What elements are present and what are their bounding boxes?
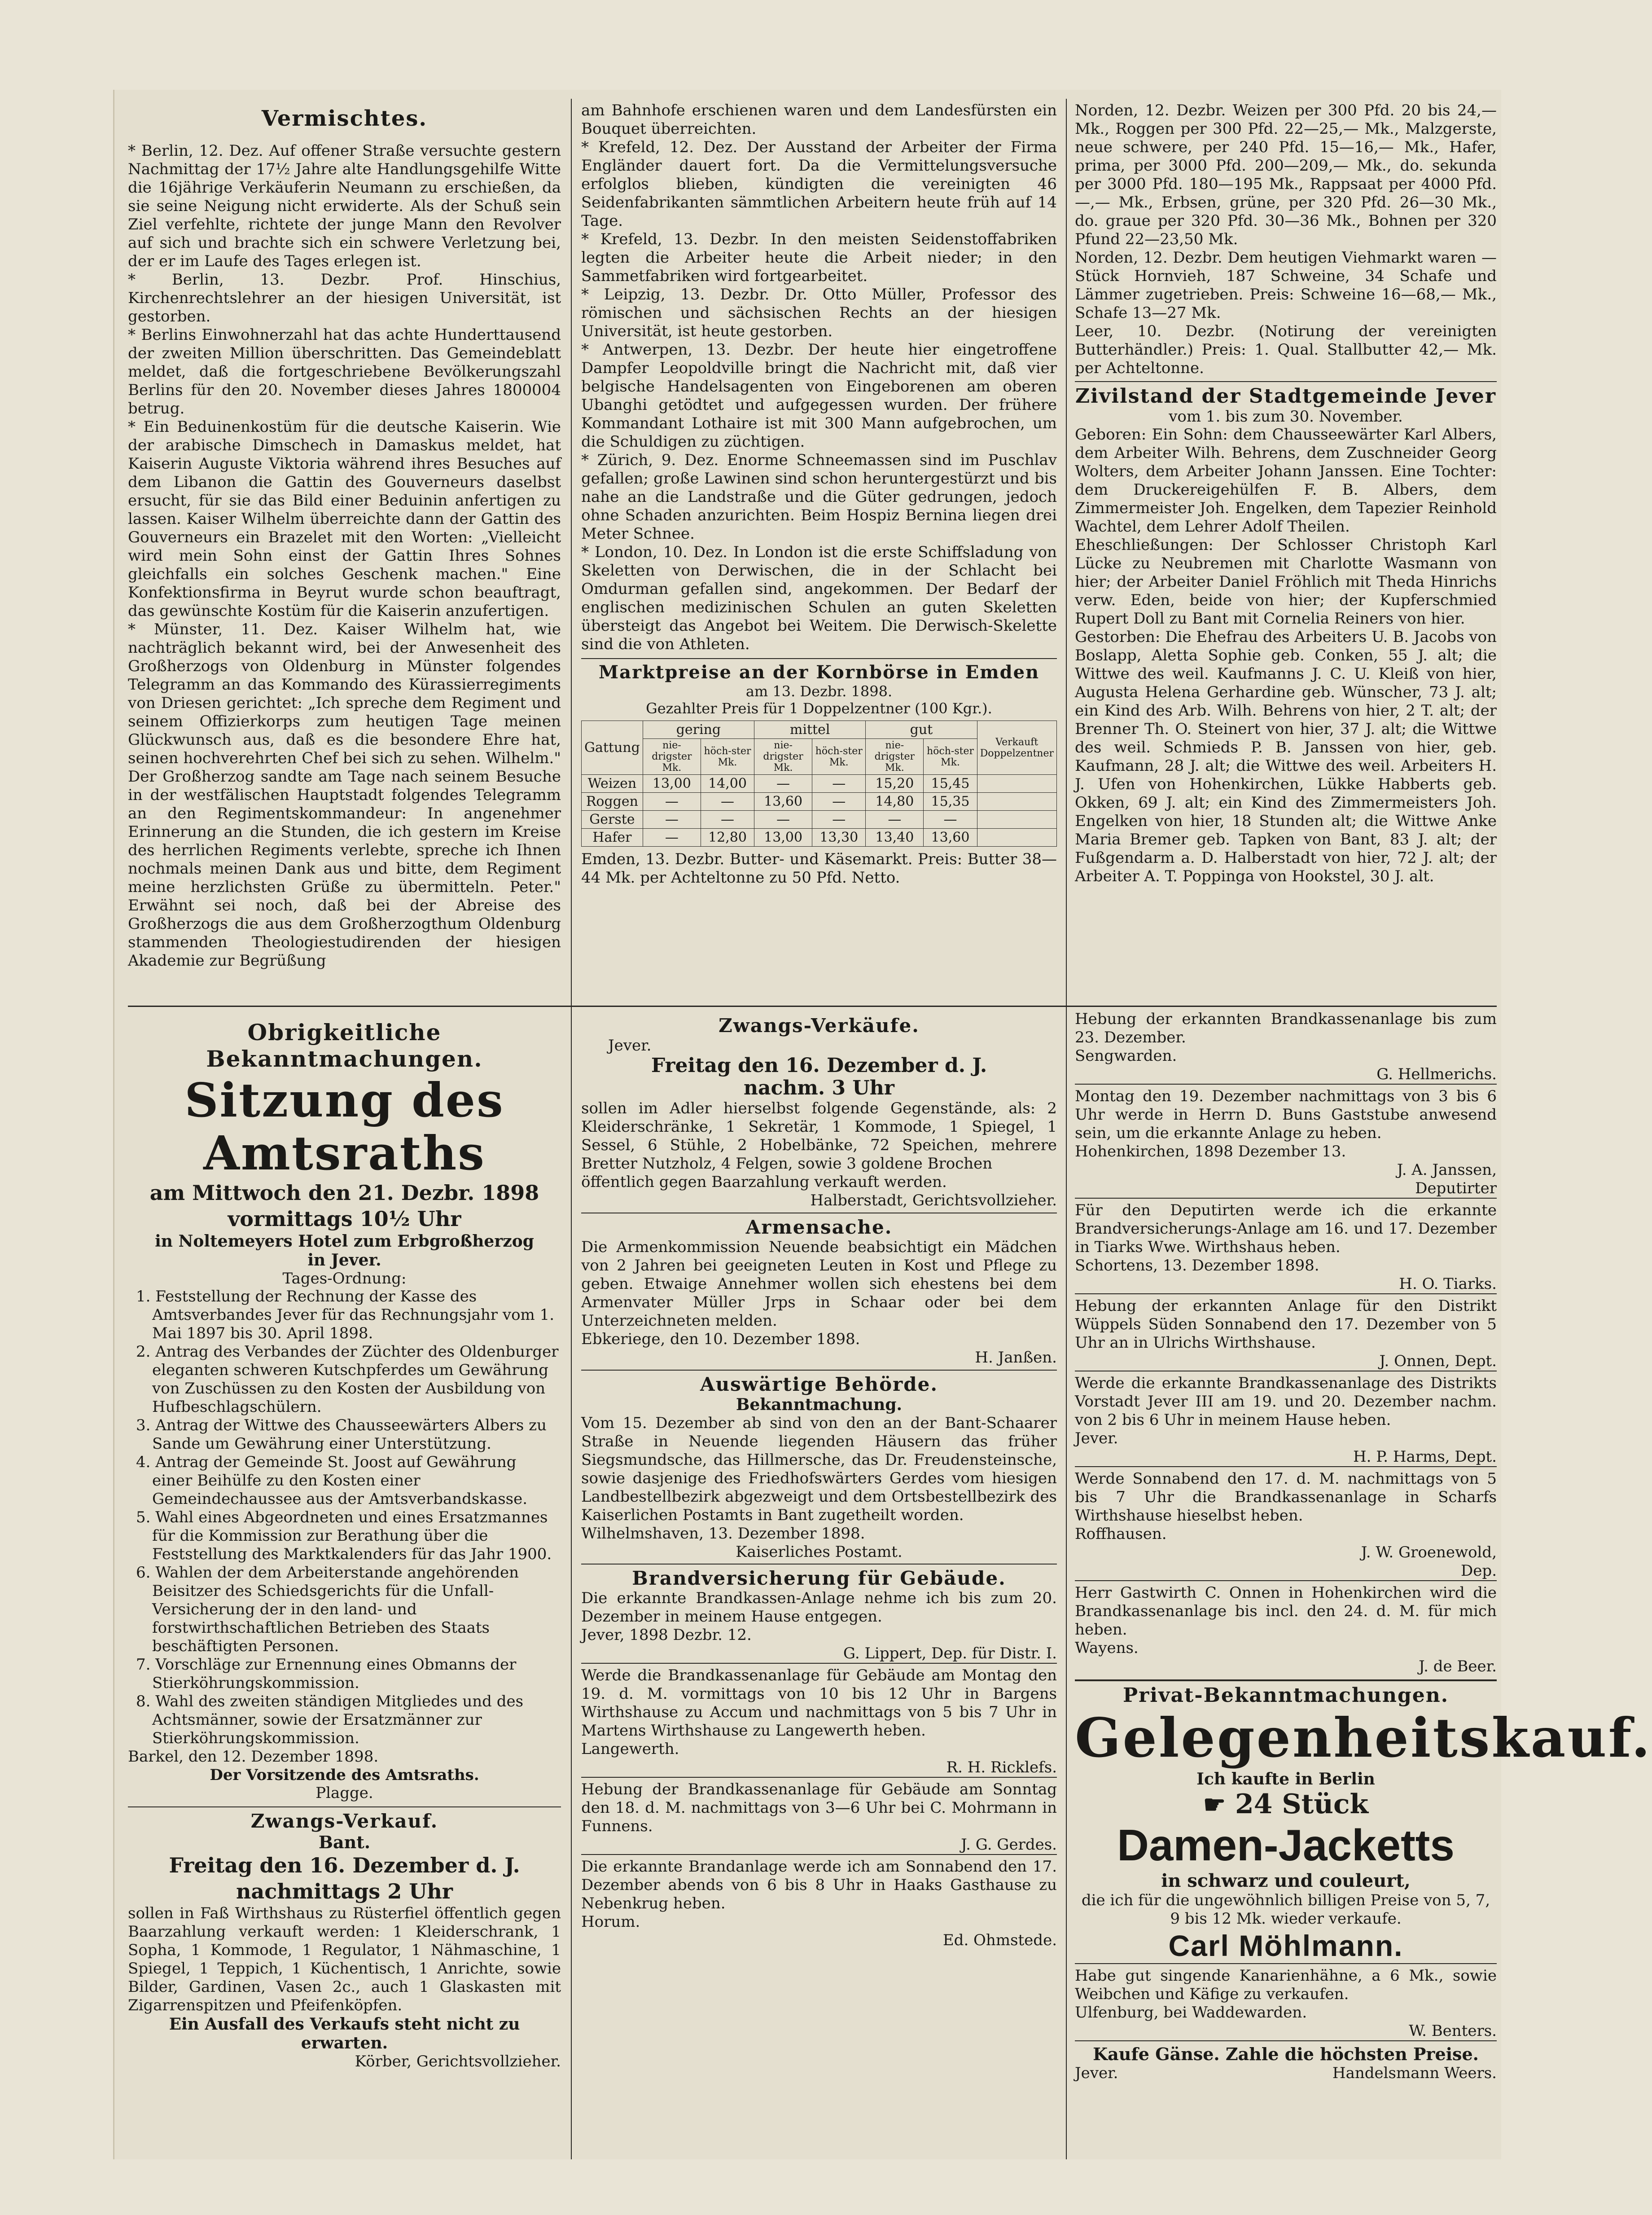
- zivilstand-subtitle: vom 1. bis zum 30. November.: [1169, 408, 1403, 426]
- news-bahnhof: am Bahnhofe erschienen waren und dem Landesfürsten ein Bouquet überreichten.: [581, 101, 1057, 138]
- official-notices-heading: Obrigkeitliche Bekanntmachungen.: [206, 1019, 483, 1072]
- news-berlin-2: * Berlin, 13. Dezbr. Prof. Hinschius, Kirchenrechtslehrer an der hiesigen Universität, ist gestorben.: [128, 271, 561, 325]
- news-norden-cattle: Norden, 12. Dezbr. Dem heutigen Viehmarkt waren — Stück Hornvieh, 187 Schweine, 34 Schafe und Lämmer zugetrieben. Preis: Schweine 16—68,— Mk., Schafe 13—27 Mk.: [1075, 249, 1497, 322]
- kanarien-place: Ulfenburg, bei Waddewarden.: [1075, 2004, 1307, 2022]
- brand-notice-1-date: Jever, 1898 Dezbr. 12.: [581, 1626, 752, 1644]
- table-cell: 15,45: [924, 775, 977, 793]
- table-cell: 12,80: [701, 829, 754, 847]
- middle-ads: [581, 1015, 1057, 1950]
- brand-notice-1-signature: G. Lippert, Dep. für Distr. I.: [843, 1644, 1057, 1662]
- table-cell: 14,80: [866, 793, 924, 811]
- pointing-hand-icon: ☛: [1203, 1790, 1226, 1819]
- ad-notice-6-title: Dep.: [1461, 1562, 1497, 1580]
- market-subtitle: Gezahlter Preis für 1 Doppelzentner (100 Kgr.).: [646, 700, 992, 717]
- gaense-ad: Kaufe Gänse. Zahle die höchsten Preise.: [1093, 2044, 1479, 2064]
- gaense-footer: [1075, 2064, 1497, 2082]
- sitzung-city: in Jever.: [307, 1251, 381, 1270]
- agenda-item: 8. Wahl des zweiten ständigen Mitgliedes und des Achtsmänner, sowie der Ersatzmänner zur Stierköhrungskommission.: [136, 1692, 524, 1747]
- zivilstand-heading: Zivilstand der Stadtgemeinde Jever: [1075, 385, 1497, 408]
- table-cell: Roggen: [582, 793, 643, 811]
- ad-notice-1: Hebung der erkannten Brandkassenanlage bis zum 23. Dezember.: [1075, 1010, 1497, 1046]
- ad-notice-4-signature: J. Onnen, Dept.: [1379, 1352, 1497, 1370]
- emden-butter: Emden, 13. Dezbr. Butter- und Käsemarkt. Preis: Butter 38—44 Mk. per Achteltonne zu 50 Pfd. Netto.: [581, 850, 1057, 887]
- schwarz-couleurt: in schwarz und couleurt,: [1161, 1870, 1411, 1891]
- brandversicherung: [581, 1564, 1057, 1950]
- table-cell: Hafer: [582, 829, 643, 847]
- zwangsverkauf-text-2: öffentlich gegen Baarzahlung verkauft werden.: [581, 1173, 947, 1191]
- table-header: mittel: [754, 721, 866, 739]
- news-zuerich: * Zürich, 9. Dez. Enorme Schneemassen sind im Puschlav gefallen; große Lawinen sind schon heruntergestürzt und bis nahe an die Landstraße und die Güter gedrungen, jedoch ohne Schaden anzurichten. Beim Hospiz Bernina liegen drei Meter Schnee.: [581, 451, 1057, 543]
- armensache-date: Ebkeriege, den 10. Dezember 1898.: [581, 1330, 860, 1348]
- column-right: [1075, 90, 1652, 2082]
- stueck-count: [1075, 1789, 1497, 1820]
- table-cell: —: [643, 829, 701, 847]
- zwangsverkaeufe-heading: Zwangs-Verkäufe.: [719, 1015, 920, 1037]
- ad-notice-3: Für den Deputirten werde ich die erkannte Brandversicherungs-Anlage am 16. und 17. Dezember in Tiarks Wwe. Wirthshaus heben.: [1075, 1201, 1497, 1256]
- column-middle: [581, 90, 1057, 1949]
- table-cell: —: [701, 793, 754, 811]
- table-cell: [977, 793, 1056, 811]
- zivilstand: [1075, 381, 1497, 886]
- kaufte-berlin: Ich kaufte in Berlin: [1196, 1770, 1375, 1789]
- official-notices: [128, 1015, 561, 2071]
- table-header: nie-drigster Mk.: [754, 739, 812, 775]
- ad-notice-5-place: Jever.: [1075, 1429, 1118, 1447]
- table-header: Verkauft Doppelzentner: [977, 721, 1056, 775]
- news-krefeld-2: * Krefeld, 13. Dezbr. In den meisten Seidenstoffabriken legten die Arbeiter heute die Arbeit nieder; in den Sammetfabriken wird fortgearbeitet.: [581, 230, 1057, 285]
- agenda-item: 4. Antrag der Gemeinde St. Joost auf Gewährung einer Beihülfe zu den Kosten einer Gemeindechaussee aus der Amtsverbandskasse.: [136, 1453, 528, 1508]
- news-leipzig: * Leipzig, 13. Dezbr. Dr. Otto Müller, Professor des römischen und sächsischen Rechts an der hiesigen Universität, ist heute gestorben.: [581, 286, 1057, 340]
- bant-label: Bant.: [318, 1832, 371, 1852]
- auswaertige-date: Wilhelmshaven, 13. Dezember 1898.: [581, 1525, 865, 1543]
- table-row: [582, 829, 1057, 847]
- agenda-list: [128, 1288, 561, 1748]
- private-notices: [1075, 1679, 1652, 2082]
- news-berlin-1: * Berlin, 12. Dez. Auf offener Straße versuchte gestern Nachmittag der 17½ Jahre alte Handlungsgehilfe Witte die 16jährige Verkäuferin Neumann zu erschießen, da sie seine Neigung nicht erwiderte. Als der Schuß sein Ziel verfehlte, richtete der junge Mann den Revolver auf sich und brachte sich ein schwere Verletzung bei, der er im Laufe des Tages erlegen ist.: [128, 142, 561, 270]
- section-divider: [128, 1006, 1497, 1007]
- jever-label: Jever.: [608, 1037, 652, 1055]
- ad-notice-3-date: Schortens, 13. Dezember 1898.: [1075, 1257, 1319, 1275]
- zwangsverkauf-bant: [128, 1806, 561, 2071]
- postamt-signature: Kaiserliches Postamt.: [736, 1543, 903, 1561]
- ad-notice-1-signature: G. Hellmerichs.: [1376, 1065, 1497, 1083]
- ad-notice-6-place: Roffhausen.: [1075, 1525, 1167, 1543]
- sitzung-time: vormittags 10½ Uhr: [228, 1207, 461, 1231]
- ad-notice-6-signature: J. W. Groenewold,: [1361, 1543, 1497, 1561]
- armensache-signature: H. Janßen.: [975, 1349, 1057, 1367]
- table-cell: 13,00: [643, 775, 701, 793]
- table-cell: —: [754, 775, 812, 793]
- brand-notice-2: Werde die Brandkassenanlage für Gebäude am Montag den 19. d. M. vormittags von 10 bis 12 Uhr in Bargens Wirthshause zu Accum und nachmittags von 5 bis 7 Uhr in Martens Wirthshause zu Langewerth heben.: [581, 1666, 1057, 1740]
- zivilstand-marriages: Eheschließungen: Der Schlosser Christoph Karl Lücke zu Neubremen mit Charlotte Wasmann von hier; der Arbeiter Daniel Fröhlich mit Theda Hinrichs verw. Eden, beide von hier; der Kupferschmied Rupert Doll zu Bant mit Cornelia Reiners von hier.: [1075, 536, 1497, 628]
- news-antwerpen: * Antwerpen, 13. Dezbr. Der heute hier eingetroffene Dampfer Leopoldville bringt die Nachricht mit, daß vier belgische Handelsagenten von Eingeborenen am oberen Ubanghi getödtet und aufgegessen wurden. Der frühere Kommandant Lothaire ist mit 300 Mann aufgebrochen, um die Schuldigen zu züchtigen.: [581, 341, 1057, 451]
- price-text: die ich für die ungewöhnlich billigen Preise von 5, 7, 9 bis 12 Mk. wieder verkaufe.: [1081, 1891, 1490, 1928]
- table-cell: Weizen: [582, 775, 643, 793]
- news-leer-butter: Leer, 10. Dezbr. (Notirung der vereinigten Butterhändler.) Preis: 1. Qual. Stallbutter 42,— Mk. per Achteltonne.: [1075, 322, 1497, 377]
- ad-notice-7: Herr Gastwirth C. Onnen in Hohenkirchen wird die Brandkassenanlage bis incl. den 24. d. M. für mich heben.: [1075, 1584, 1497, 1639]
- agenda-item: 1. Feststellung der Rechnung der Kasse des Amtsverbandes Jever für das Rechnungsjahr vom 1. Mai 1897 bis 30. April 1898.: [136, 1288, 555, 1342]
- brand-notice-4-signature: Ed. Ohmstede.: [942, 1931, 1057, 1949]
- table-cell: —: [643, 793, 701, 811]
- nachm-label: nachm. 3 Uhr: [744, 1077, 894, 1099]
- table-header: höch-ster Mk.: [812, 739, 866, 775]
- table-cell: 14,00: [701, 775, 754, 793]
- kanarien-signature: W. Benters.: [1409, 2022, 1497, 2040]
- freitag-label: Freitag den 16. Dezember d. J.: [651, 1054, 987, 1077]
- gaense-signature: Handelsmann Weers.: [1332, 2064, 1497, 2082]
- gelegenheitskauf-heading: Gelegenheitskauf.: [1075, 1706, 1652, 1770]
- bekanntmachung-label: Bekanntmachung.: [736, 1395, 903, 1414]
- table-cell: —: [924, 811, 977, 829]
- freitag-label: Freitag den 16. Dezember d. J.: [169, 1853, 520, 1877]
- news-beduinenkostuem: * Ein Beduinenkostüm für die deutsche Kaiserin. Wie der arabische Dimschech in Damaskus meldet, hat Kaiserin Auguste Viktoria während ihres Besuches auf dem Libanon die Gattin des Gouverneurs daselbst ersucht, für sie das Bild einer Beduinin anfertigen zu lassen. Kaiser Wilhelm überreichte dann der Gattin des Gouverneurs ein Brazelet mit den Worten: „Vielleicht wird mein Sohn einst der Gattin Ihres Sohnes gleichfalls ein solches Geschenk machen." Eine Konfektionsfirma in Beyrut wurde schon beauftragt, das gewünschte Kostüm für die Kaiserin anzufertigen.: [128, 418, 561, 620]
- stueck-label: 24 Stück: [1235, 1789, 1369, 1820]
- kanarien-ad: Habe gut singende Kanarienhähne, a 6 Mk., sowie Weibchen und Käfige zu verkaufen.: [1075, 1967, 1497, 2003]
- market-prices: [581, 658, 1057, 887]
- table-cell: [977, 775, 1056, 793]
- table-cell: —: [812, 811, 866, 829]
- market-title: Marktpreise an der Kornbörse in Emden: [598, 662, 1040, 683]
- tagesordnung-label: Tages-Ordnung:: [282, 1270, 407, 1288]
- table-cell: 15,35: [924, 793, 977, 811]
- armensache: [581, 1213, 1057, 1367]
- table-header: höch-ster Mk.: [924, 739, 977, 775]
- table-header: Gattung: [582, 721, 643, 775]
- private-notices-heading: Privat-Bekanntmachungen.: [1122, 1684, 1449, 1707]
- table-cell: —: [701, 811, 754, 829]
- vermischtes-heading: Vermischtes.: [261, 106, 428, 131]
- table-cell: —: [754, 811, 812, 829]
- table-cell: [977, 829, 1056, 847]
- table-cell: 13,60: [924, 829, 977, 847]
- table-cell: —: [643, 811, 701, 829]
- ausfall-note: Ein Ausfall des Verkaufs steht nicht zu erwarten.: [169, 2015, 520, 2052]
- table-cell: —: [812, 793, 866, 811]
- halberstadt-signature: Halberstadt, Gerichtsvollzieher.: [810, 1191, 1057, 1209]
- ad-notice-4: Hebung der erkannten Anlage für den Distrikt Wüppels Süden Sonnabend den 17. Dezember von 5 Uhr an in Ulrichs Wirthshause.: [1075, 1297, 1497, 1352]
- agenda-item: 6. Wahlen der dem Arbeiterstande angehörenden Beisitzer des Schiedsgerichts für die Unfall-Versicherung der in den land- und forstwirthschaftlichen Betrieben des Staats beschäftigten Personen.: [136, 1564, 519, 1655]
- zwangsverkauf-text: sollen in Faß Wirthshaus zu Rüsterfiel öffentlich gegen Baarzahlung verkauft werden: 1 Kleiderschrank, 1 Sopha, 1 Kommode, 1 Regulator, 1 Nähmaschine, 1 Spiegel, 1 Teppich, 1 Küchentisch, 1 Anrichte, sowie Bilder, Gardinen, Vasen 2c., auch 1 Glaskasten mit Zigarrenspitzen und Pfeifenköpfen.: [128, 1904, 561, 2014]
- table-header: nie-drigster Mk.: [866, 739, 924, 775]
- right-ads: [1075, 1010, 1652, 2082]
- plagge-signature: Plagge.: [316, 1784, 373, 1802]
- carl-moehlmann: Carl Möhlmann.: [1168, 1929, 1403, 1962]
- market-table: [581, 721, 1057, 847]
- damen-jacketts: Damen-Jacketts: [1117, 1820, 1455, 1870]
- agenda-item: 2. Antrag des Verbandes der Züchter des Oldenburger eleganten schweren Kutschpferdes um Gewährung von Zuschüssen zu den Kosten der Ausbildung von Hufbeschlagschülern.: [136, 1343, 559, 1416]
- brand-notice-1: Die erkannte Brandkassen-Anlage nehme ich bis zum 20. Dezember in meinem Hause entgegen.: [581, 1589, 1057, 1626]
- table-cell: 13,40: [866, 829, 924, 847]
- auswaertige-text: Vom 15. Dezember ab sind von den an der Bant-Schaarer Straße in Neuende liegenden Häusern das früher Siegsmundsche, das Hillmersche, das Dr. Freudensteinsche, sowie dasjenige des Friedhofswärters Gerdes vom hiesigen Landbestellbezirk abgezweigt und dem Ortsbestellbezirk des Kaiserlichen Postamts in Bant zugetheilt worden.: [581, 1414, 1057, 1524]
- news-muenster: * Münster, 11. Dez. Kaiser Wilhelm hat, wie nachträglich bekannt wird, bei der Anwesenheit des Großherzogs von Oldenburg in Münster folgendes Telegramm an das Kommando des Kürassierregiments von Driesen gerichtet: „Ich spreche dem Regiment und seinem Offizierkorps zum heutigen Tage meinen Glückwunsch aus, daß es die besondere Ehre hat, seinen hochverehrten Chef bei sich zu sehen. Wilhelm." Der Großherzog sandte am Tage nach seinem Besuche in der westfälischen Hauptstadt folgendes Telegramm an den Regimentskommandeur: In angenehmer Erinnerung an die Stunden, die ich gestern im Kreise des herrlichen Regiments verlebte, spreche ich Ihnen nochmals meinen Dank aus und bitte, dem Regiment meine herzlichsten Grüße zu übermitteln. Peter." Erwähnt sei noch, daß bei der Abreise des Großherzogs die aus dem Großherzogthum Oldenburg stammenden Theologiestudirenden der hiesigen Akademie zur Begrüßung: [128, 620, 561, 970]
- barkel-date: Barkel, den 12. Dezember 1898.: [128, 1748, 379, 1766]
- table-row: [582, 811, 1057, 829]
- column-rule-right: [1066, 99, 1067, 2159]
- table-header: nie-drigster Mk.: [643, 739, 701, 775]
- news-norden-grain: Norden, 12. Dezbr. Weizen per 300 Pfd. 20 bis 24,— Mk., Roggen per 300 Pfd. 22—25,— Mk., Malzgerste, neue schwere, per 240 Pfd. 15—16,— Mk., Hafer, prima, per 3000 Pfd. 200—209,— Mk., do. sekunda per 3000 Pfd. 180—195 Mk., Rappsaat per 4000 Pfd. —,— Mk., Erbsen, grüne, per 320 Pfd. 26—30 Mk., do. graue per 320 Pfd. 30—36 Mk., Bohnen per 320 Pfund 22—23,50 Mk.: [1075, 101, 1497, 248]
- table-cell: 13,00: [754, 829, 812, 847]
- auswaertige-behoerde: [581, 1370, 1057, 1561]
- armensache-heading: Armensache.: [745, 1216, 893, 1238]
- ad-notice-1-place: Sengwarden.: [1075, 1047, 1177, 1065]
- market-date: am 13. Dezbr. 1898.: [745, 683, 893, 700]
- zwangsverkauf-heading: Zwangs-Verkauf.: [250, 1810, 438, 1832]
- ad-notice-7-signature: J. de Beer.: [1419, 1657, 1497, 1675]
- brand-notice-4-place: Horum.: [581, 1913, 640, 1931]
- column-left: [128, 90, 561, 2070]
- brand-notice-2-place: Langewerth.: [581, 1740, 679, 1758]
- ad-notice-6: Werde Sonnabend den 17. d. M. nachmittags von 5 bis 7 Uhr die Brandkassenanlage in Scharfs Wirthshause hieselbst heben.: [1075, 1470, 1497, 1525]
- vorsitzende: Der Vorsitzende des Amtsraths.: [210, 1766, 479, 1784]
- ad-notice-3-signature: H. O. Tiarks.: [1399, 1275, 1497, 1293]
- agenda-item: 3. Antrag der Wittwe des Chausseewärters Albers zu Sande um Gewährung einer Unterstützung.: [136, 1416, 547, 1453]
- brandversicherung-heading: Brandversicherung für Gebäude.: [632, 1567, 1006, 1589]
- sitzung-date: am Mittwoch den 21. Dezbr. 1898: [149, 1181, 539, 1205]
- news-berlin-population: * Berlins Einwohnerzahl hat das achte Hunderttausend der zweiten Million überschritten. Das Gemeindeblatt meldet, daß die fortgeschriebene Bevölkerungszahl Berlins für den 20. November dieses Jahres 1800004 betrug.: [128, 326, 561, 418]
- table-cell: [977, 811, 1056, 829]
- table-header: gut: [866, 721, 977, 739]
- newspaper-page: [113, 90, 1652, 2159]
- zwangsverkauf-text: sollen im Adler hierselbst folgende Gegenstände, als: 2 Kleiderschränke, 1 Sekretär, 1 Kommode, 1 Spiegel, 1 Sessel, 6 Stühle, 2 Hobelbänke, 72 Speichen, mehrere Bretter Nutzholz, 4 Felgen, sowie 3 goldene Brochen: [581, 1099, 1057, 1173]
- sitzung-place: in Noltemeyers Hotel zum Erbgroßherzog: [155, 1232, 534, 1251]
- table-header: gering: [643, 721, 754, 739]
- agenda-item: 7. Vorschläge zur Ernennung eines Obmanns der Stierköhrungskommission.: [136, 1656, 517, 1692]
- brand-notice-2-signature: R. H. Ricklefs.: [946, 1758, 1057, 1776]
- news-london: * London, 10. Dez. In London ist die erste Schiffsladung von Skeletten von Derwischen, die in der Schlacht bei Omdurman gefallen sind, angekommen. Der Bedarf der englischen medizinischen Schulen an guten Skeletten übersteigt das Angebot bei Weitem. Die Derwisch-Skelette sind die von Athleten.: [581, 543, 1057, 653]
- table-row: [582, 793, 1057, 811]
- ad-notice-2-title: Deputirter: [1415, 1179, 1497, 1197]
- koerber-signature: Körber, Gerichtsvollzieher.: [355, 2052, 561, 2070]
- ad-notice-2-date: Hohenkirchen, 1898 Dezember 13.: [1075, 1143, 1346, 1160]
- table-cell: 13,60: [754, 793, 812, 811]
- table-header: höch-ster Mk.: [701, 739, 754, 775]
- ad-notice-2: Montag den 19. Dezember nachmittags von 3 bis 6 Uhr werde in Herrn D. Buns Gaststube anwesend sein, um die erkannte Anlage zu heben.: [1075, 1087, 1497, 1142]
- nachmittags-label: nachmittags 2 Uhr: [236, 1879, 453, 1903]
- brand-notice-3: Hebung der Brandkassenanlage für Gebäude am Sonntag den 18. d. M. nachmittags von 3—6 Uhr bei C. Mohrmann in Funnens.: [581, 1780, 1057, 1835]
- brand-notice-4: Die erkannte Brandanlage werde ich am Sonnabend den 17. Dezember abends von 6 bis 8 Uhr in Haaks Gasthause zu Nebenkrug heben.: [581, 1858, 1057, 1912]
- table-cell: Gerste: [582, 811, 643, 829]
- ad-notice-5: Werde die erkannte Brandkassenanlage des Distrikts Vorstadt Jever III am 19. und 20. Dezember nachm. von 2 bis 6 Uhr in meinem Hause heben.: [1075, 1374, 1497, 1429]
- gaense-place: Jever.: [1075, 2064, 1118, 2082]
- news-krefeld-1: * Krefeld, 12. Dez. Der Ausstand der Arbeiter der Firma Engländer dauert fort. Da die Vermittelungsversuche erfolglos blieben, kündigten die vereinigten 46 Seidenfabrikanten sämmtlichen Arbeitern heute früh auf 14 Tage.: [581, 138, 1057, 230]
- column-rule-left: [571, 99, 572, 2159]
- ad-notice-5-signature: H. P. Harms, Dept.: [1353, 1448, 1497, 1466]
- table-cell: —: [866, 811, 924, 829]
- ad-notice-7-place: Wayens.: [1075, 1639, 1139, 1657]
- ad-notice-2-signature: J. A. Janssen,: [1397, 1161, 1497, 1179]
- table-cell: 13,30: [812, 829, 866, 847]
- table-row: [582, 775, 1057, 793]
- auswaertige-heading: Auswärtige Behörde.: [700, 1373, 938, 1395]
- armensache-text: Die Armenkommission Neuende beabsichtigt ein Mädchen von 2 Jahren bei geeigneten Leuten in Kost und Pflege zu geben. Etwaige Annehmer wollen sich ehestens bei dem Armenvater Müller Jrps in Schaar oder bei dem Unterzeichneten melden.: [581, 1238, 1057, 1330]
- sitzung-heading: Sitzung des Amtsraths: [184, 1072, 504, 1181]
- zivilstand-births: Geboren: Ein Sohn: dem Chausseewärter Karl Albers, dem Arbeiter Wilh. Behrens, dem Zuschneider Georg Wolters, dem Arbeiter Johann Janssen. Eine Tochter: dem Druckereigehülfen F. B. Albers, dem Zimmermeister Joh. Engelken, dem Tapezier Reinhold Wachtel, dem Lehrer Adolf Theilen.: [1075, 426, 1497, 536]
- brand-notice-3-signature: J. G. Gerdes.: [961, 1836, 1057, 1854]
- zivilstand-deaths: Gestorben: Die Ehefrau des Arbeiters U. B. Jacobs von Boslapp, Aletta Sophie geb. Conken, 55 J. alt; die Wittwe des weil. Kaufmanns J. C. U. Kleiß von hier, Augusta Helena Gerhardine geb. Wünscher, 73 J. alt; ein Kind des Arb. Wilh. Behrens von hier, 2 T. alt; der Brenner Th. O. Steinert von hier, 37 J. alt; die Wittwe des weil. Schmieds P. B. Janssen von hier, geb. Kaufmann, 28 J. alt; die Wittwe des weil. Arbeiters H. J. Ufen von Hohenkirchen, Lükke Habberts geb. Okken, 69 J. alt; ein Kind des Zimmermeisters Joh. Engelken von hier, 18 Stunden alt; die Wittwe Anke Maria Bremer geb. Tapken von Bant, 83 J. alt; der Fußgendarm a. D. Halberstadt von hier, 72 J. alt; der Arbeiter A. T. Poppinga von Hookstel, 30 J. alt.: [1075, 628, 1497, 885]
- agenda-item: 5. Wahl eines Abgeordneten und eines Ersatzmannes für die Kommission zur Berathung über die Feststellung des Marktkalenders für das Jahr 1900.: [136, 1508, 552, 1563]
- table-cell: 15,20: [866, 775, 924, 793]
- table-cell: —: [812, 775, 866, 793]
